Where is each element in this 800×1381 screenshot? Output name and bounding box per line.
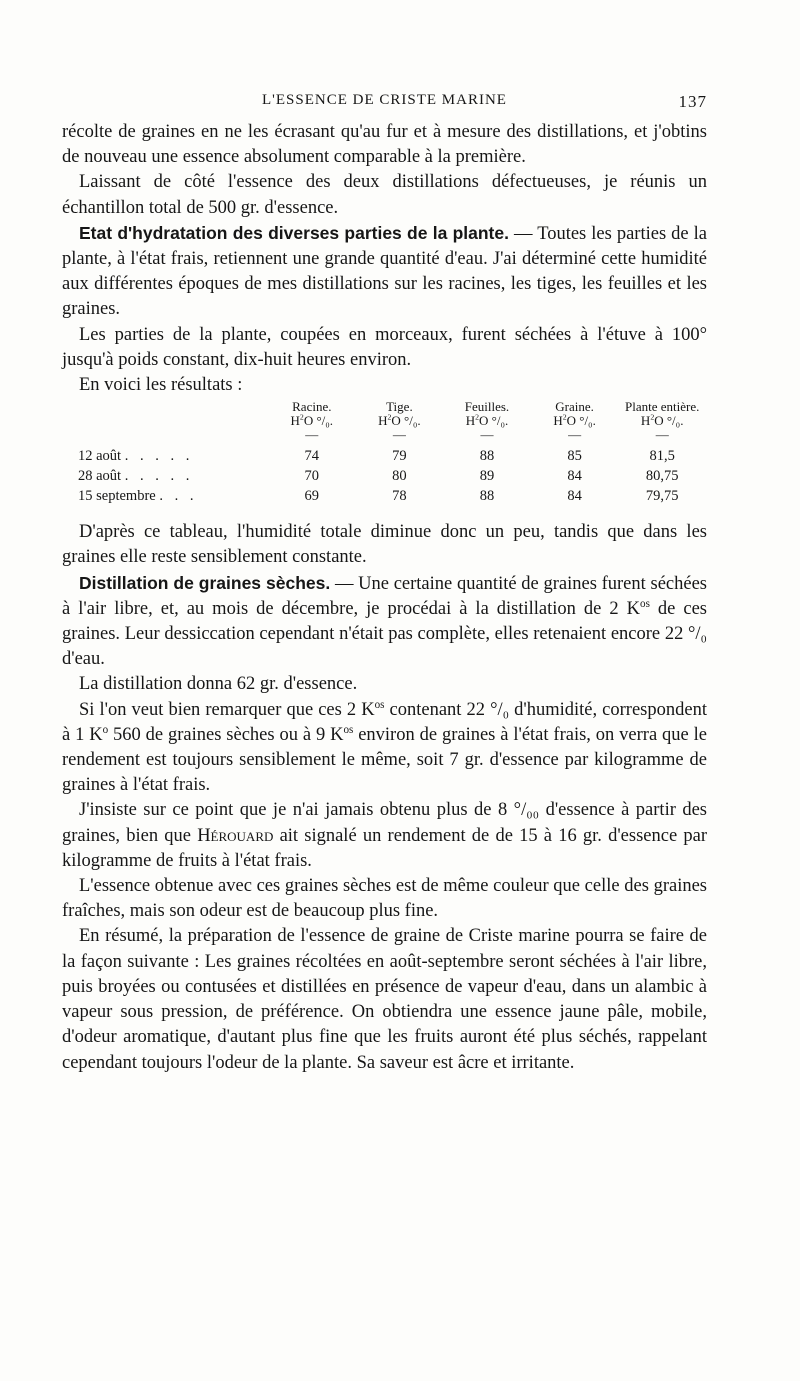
table-row [78, 466, 706, 486]
row-label: 12 août . . . . . [78, 448, 194, 465]
table-cell: 89 [479, 468, 495, 485]
running-title: L'ESSENCE DE CRISTE MARINE [262, 92, 507, 108]
table-unit-row [78, 414, 706, 428]
table-cell: 74 [304, 448, 320, 465]
column-header: Graine. [555, 399, 594, 415]
paragraph: Les parties de la plante, coupées en morceaux, furent séchées à l'étuve à 100° jusqu'à poids constant, dix-huit heures environ. [62, 324, 707, 370]
paragraph: En résumé, la préparation de l'essence de graine de Criste marine pourra se faire de la façon suivante : Les graines récoltées en août-septembre seront séchées à l'air libre, puis broyées ou contusées et distillées en présence de vapeur d'eau, dans un alambic à vapeur sous pression, de préférence. On obtiendra une essence jaune pâle, mobile, d'odeur aromatique, d'autant plus fine que les fruits auront été plus séchés, rappelant cependant toujours l'odeur de la plante. Sa saveur est âcre et irritante. [62, 926, 707, 1073]
table-cell: 78 [392, 488, 407, 505]
section-heading: Distillation de graines sèches. [79, 572, 331, 593]
column-unit: $H^2O$ °/₀. [378, 412, 421, 429]
table-cell: 81,5 [649, 448, 675, 465]
paragraph: récolte de graines en ne les écrasant qu'au fur et à mesure des distillations, et j'obtins de nouveau une essence absolument comparable à la première. [62, 122, 707, 168]
column-unit: $H^2O$ °/₀. [290, 412, 334, 429]
table-cell: 79,75 [645, 488, 679, 505]
paragraph: Laissant de côté l'essence des deux distillations défectueuses, je réunis un échantillon total de 500 gr. d'essence. [62, 172, 707, 218]
table-cell: 79 [392, 448, 407, 465]
paragraph: L'essence obtenue avec ces graines sèches est de même couleur que celle des graines fraîches, mais son odeur est de beaucoup plus fine. [62, 876, 707, 922]
table-cell: 80,75 [645, 468, 679, 485]
row-label: 15 septembre . . . [78, 488, 198, 505]
table-row [78, 486, 706, 506]
body-text [62, 120, 707, 1076]
column-unit: $H^2O$ °/₀. [465, 412, 509, 429]
table-row [78, 446, 706, 466]
row-label: 28 août . . . . . [78, 468, 194, 485]
column-header: Racine. [292, 399, 332, 415]
paragraph: Etat d'hydratation des diverses parties de la plante. — Toutes les parties de la plante, à l'état frais, retiennent une grande quantité d'eau. J'ai déterminé cette humidité aux différentes époques de mes distillations sur les racines, les tiges, les feuilles et les graines. [62, 222, 707, 320]
paragraph: La distillation donna 62 gr. d'essence. [79, 674, 358, 695]
column-header: Feuilles. [464, 399, 510, 415]
table-cell: 69 [304, 488, 320, 505]
column-unit: $H^2O$ °/₀. [553, 412, 596, 429]
table-dash-row: — — — — — [305, 427, 669, 443]
table-cell: 84 [567, 468, 582, 485]
paragraph: Distillation de graines sèches. — Une certaine quantité de graines furent séchées à l'air libre, et, au mois de décembre, je procédai à la distillation de 2 $K^{os}$ de ces graines. Leur dessiccation cependant n'était pas complète, elles retenaient encore 22 °/₀ d'eau. [62, 572, 708, 670]
table-cell: 80 [392, 468, 407, 485]
table-cell: 85 [567, 448, 582, 465]
table-cell: 84 [567, 488, 582, 505]
table-cell: 70 [304, 468, 320, 485]
paragraph: D'après ce tableau, l'humidité totale diminue donc un peu, tandis que dans les graines elle reste sensiblement constante. [62, 522, 707, 568]
column-header: Tige. [386, 399, 413, 415]
paragraph: En voici les résultats : [79, 375, 243, 396]
column-header: Plante entière. [625, 399, 700, 415]
column-unit: $H^2O$ °/₀. [640, 412, 684, 429]
table-cell: 88 [479, 448, 495, 465]
results-table [78, 400, 706, 506]
running-header [62, 92, 707, 114]
page-number: 137 [678, 92, 707, 111]
section-heading: Etat d'hydratation des diverses parties de la plante. [79, 222, 509, 243]
paragraph: Si l'on veut bien remarquer que ces 2 $K^{os}$ contenant 22 °/₀ d'humidité, correspondent à 1 $K^o$ 560 de graines sèches ou à 9 $K^{os}$ environ de graines à l'état frais, on verra que le rendement est toujours sensiblement le même, soit 7 gr. d'essence par kilogramme de graines à l'état frais. [62, 698, 707, 796]
paragraph: J'insiste sur ce point que je n'ai jamais obtenu plus de 8 °/₀₀ d'essence à partir des graines, bien que Hérouard ait signalé un rendement de de 15 à 16 gr. d'essence par kilogramme de fruits à l'état frais. [62, 800, 707, 871]
author-name: Hérouard [197, 825, 274, 846]
table-cell: 88 [479, 488, 495, 505]
